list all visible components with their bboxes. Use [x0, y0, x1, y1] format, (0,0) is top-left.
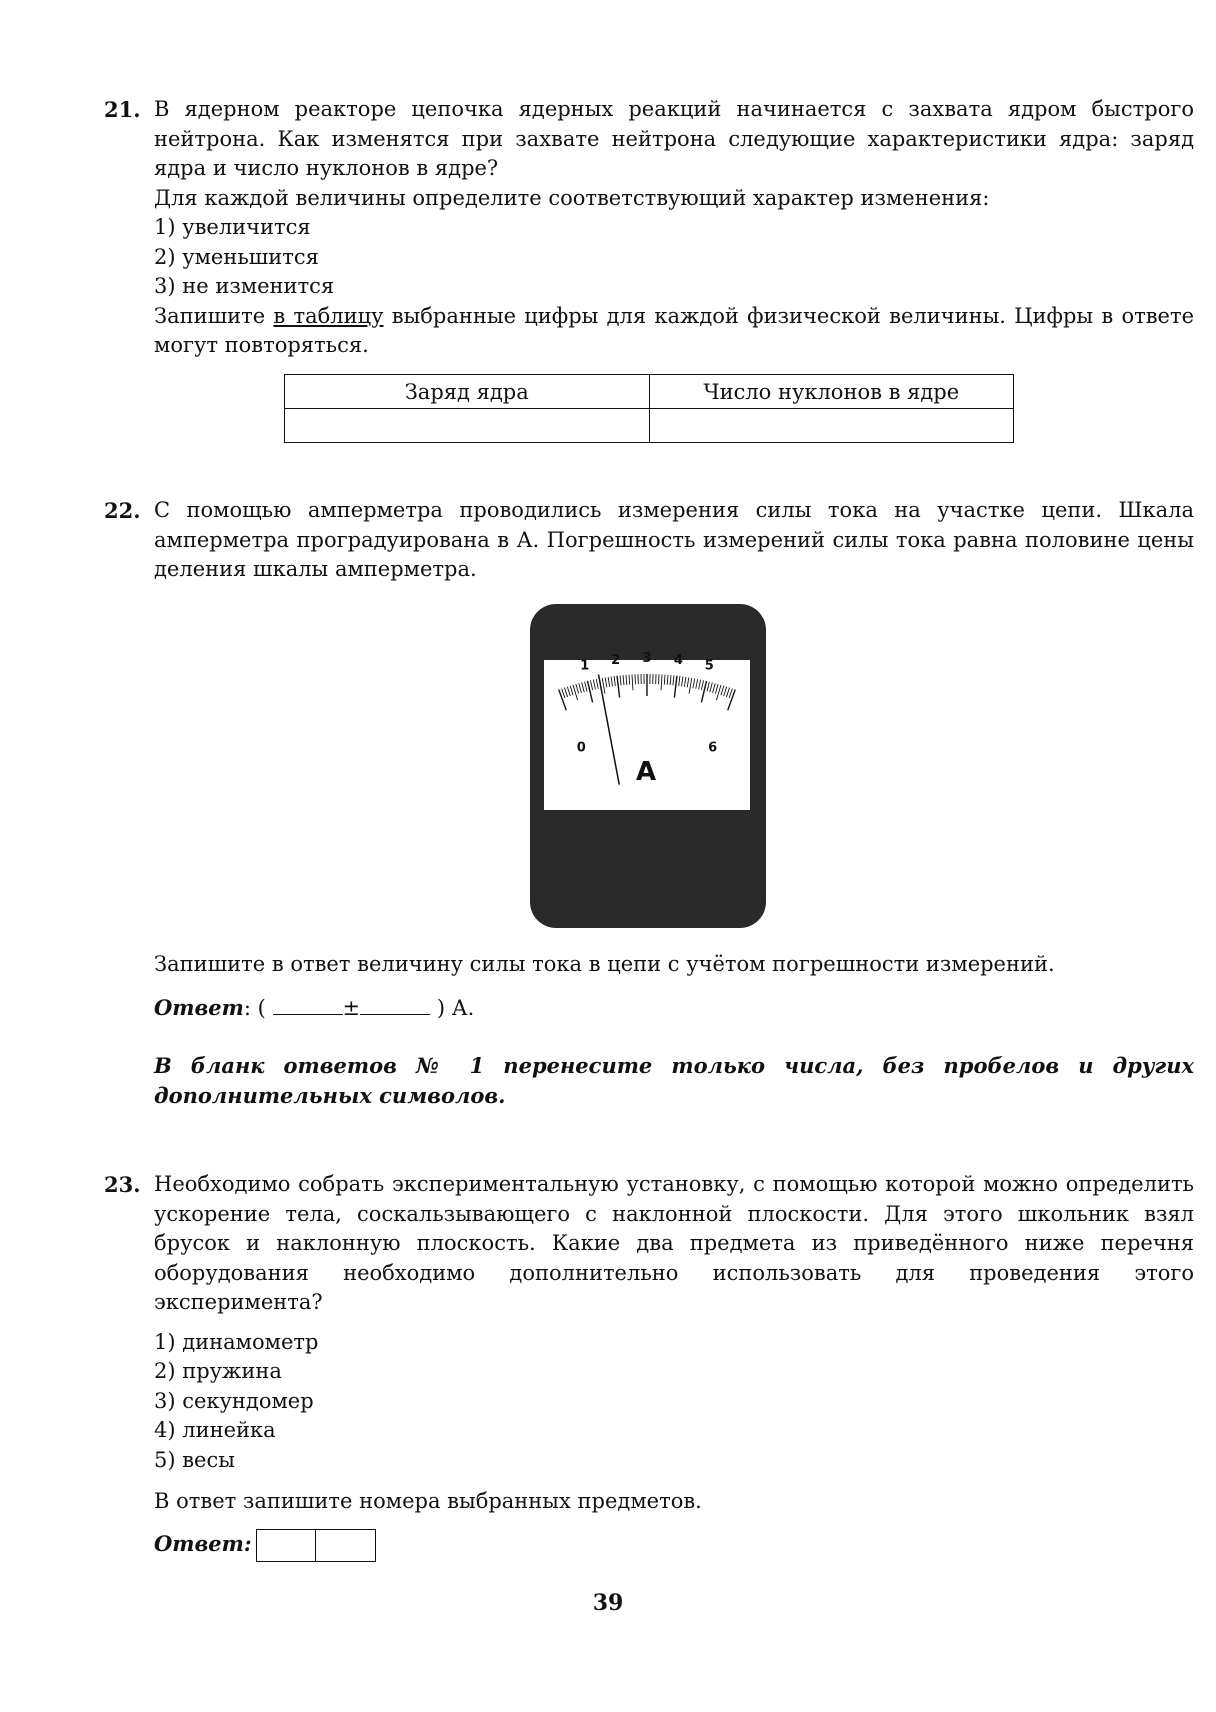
question-21 [104, 95, 1194, 361]
question-22-answer-area [104, 950, 1194, 1110]
answer-cell-nucleons[interactable] [649, 409, 1014, 443]
answer-table-21 [284, 374, 1014, 443]
ammeter-illustration [528, 602, 768, 930]
option-1: 1) увеличится [154, 215, 311, 239]
answer-box-2[interactable] [316, 1529, 376, 1562]
answer-line [154, 1529, 1194, 1562]
question-22 [104, 496, 1194, 585]
question-23 [104, 1170, 1194, 1562]
option-5: 5) весы [154, 1447, 235, 1472]
ammeter-unit-label: A [635, 757, 657, 787]
table-reference: в таблицу [273, 303, 384, 328]
option-3: 3) не изменится [154, 274, 335, 298]
scale-label: 1 [580, 658, 590, 674]
option-2: 2) уменьшится [154, 244, 319, 269]
answer-label: Ответ: [154, 1530, 252, 1556]
plus-minus: ± [342, 995, 361, 1020]
transfer-note: В бланк ответов № 1 перенесите только числа, без пробелов и других дополнительных символов. [154, 1053, 1194, 1108]
answer-cell-charge[interactable] [285, 409, 650, 443]
answer-prompt: Запишите в ответ величину силы тока в цепи с учётом погрешности измерений. [154, 952, 1055, 976]
question-instruction: Для каждой величины определите соответствующий характер изменения: [154, 185, 990, 210]
table-header-nucleons: Число нуклонов в ядре [649, 375, 1014, 409]
scale-label: 4 [673, 652, 683, 668]
answer-line: Ответ: ( ± ) А. [154, 994, 475, 1020]
answer-error-blank[interactable] [360, 996, 430, 1015]
answer-label: Ответ [154, 994, 244, 1020]
scale-label: 5 [704, 658, 714, 674]
option-4: 4) линейка [154, 1418, 276, 1442]
question-number: 23. [104, 1172, 141, 1197]
option-3: 3) секундомер [154, 1388, 314, 1413]
question-text: Необходимо собрать экспериментальную установку, с помощью которой можно определить ускорение тела, соскальзывающего с наклонной плоскости. Для этого школьник взял брусок и наклонную плоскость. Какие два предмета из приведённого ниже перечня оборудования необходимо дополнительно использовать для проведения этого эксперимента? [154, 1172, 1194, 1314]
question-number: 21. [104, 97, 141, 122]
answer-boxes [256, 1529, 376, 1562]
scale-label: 6 [708, 740, 718, 756]
question-number: 22. [104, 498, 141, 523]
page-number: 39 [592, 1590, 624, 1616]
scale-label: 2 [611, 652, 621, 668]
option-2: 2) пружина [154, 1359, 282, 1383]
scale-label: 3 [642, 651, 652, 666]
question-text: С помощью амперметра проводились измерения силы тока на участке цепи. Шкала амперметра проградуирована в А. Погрешность измерений силы тока равна половине цены деления шкалы амперметра. [154, 498, 1194, 581]
option-1: 1) динамометр [154, 1329, 319, 1354]
answer-prompt: В ответ запишите номера выбранных предметов. [154, 1489, 702, 1513]
question-text: В ядерном реакторе цепочка ядерных реакций начинается с захвата ядром быстрого нейтрона. Как изменятся при захвате нейтрона следующие характеристики ядра: заряд ядра и число нуклонов в ядре? [154, 97, 1194, 180]
answer-box-1[interactable] [256, 1529, 316, 1562]
table-header-charge: Заряд ядра [285, 375, 650, 409]
answer-value-blank[interactable] [273, 996, 343, 1015]
scale-label: 0 [576, 740, 586, 756]
write-instruction: Запишите в таблицу выбранные цифры для каждой физической величины. Цифры в ответе могут повторяться. [154, 303, 1195, 357]
